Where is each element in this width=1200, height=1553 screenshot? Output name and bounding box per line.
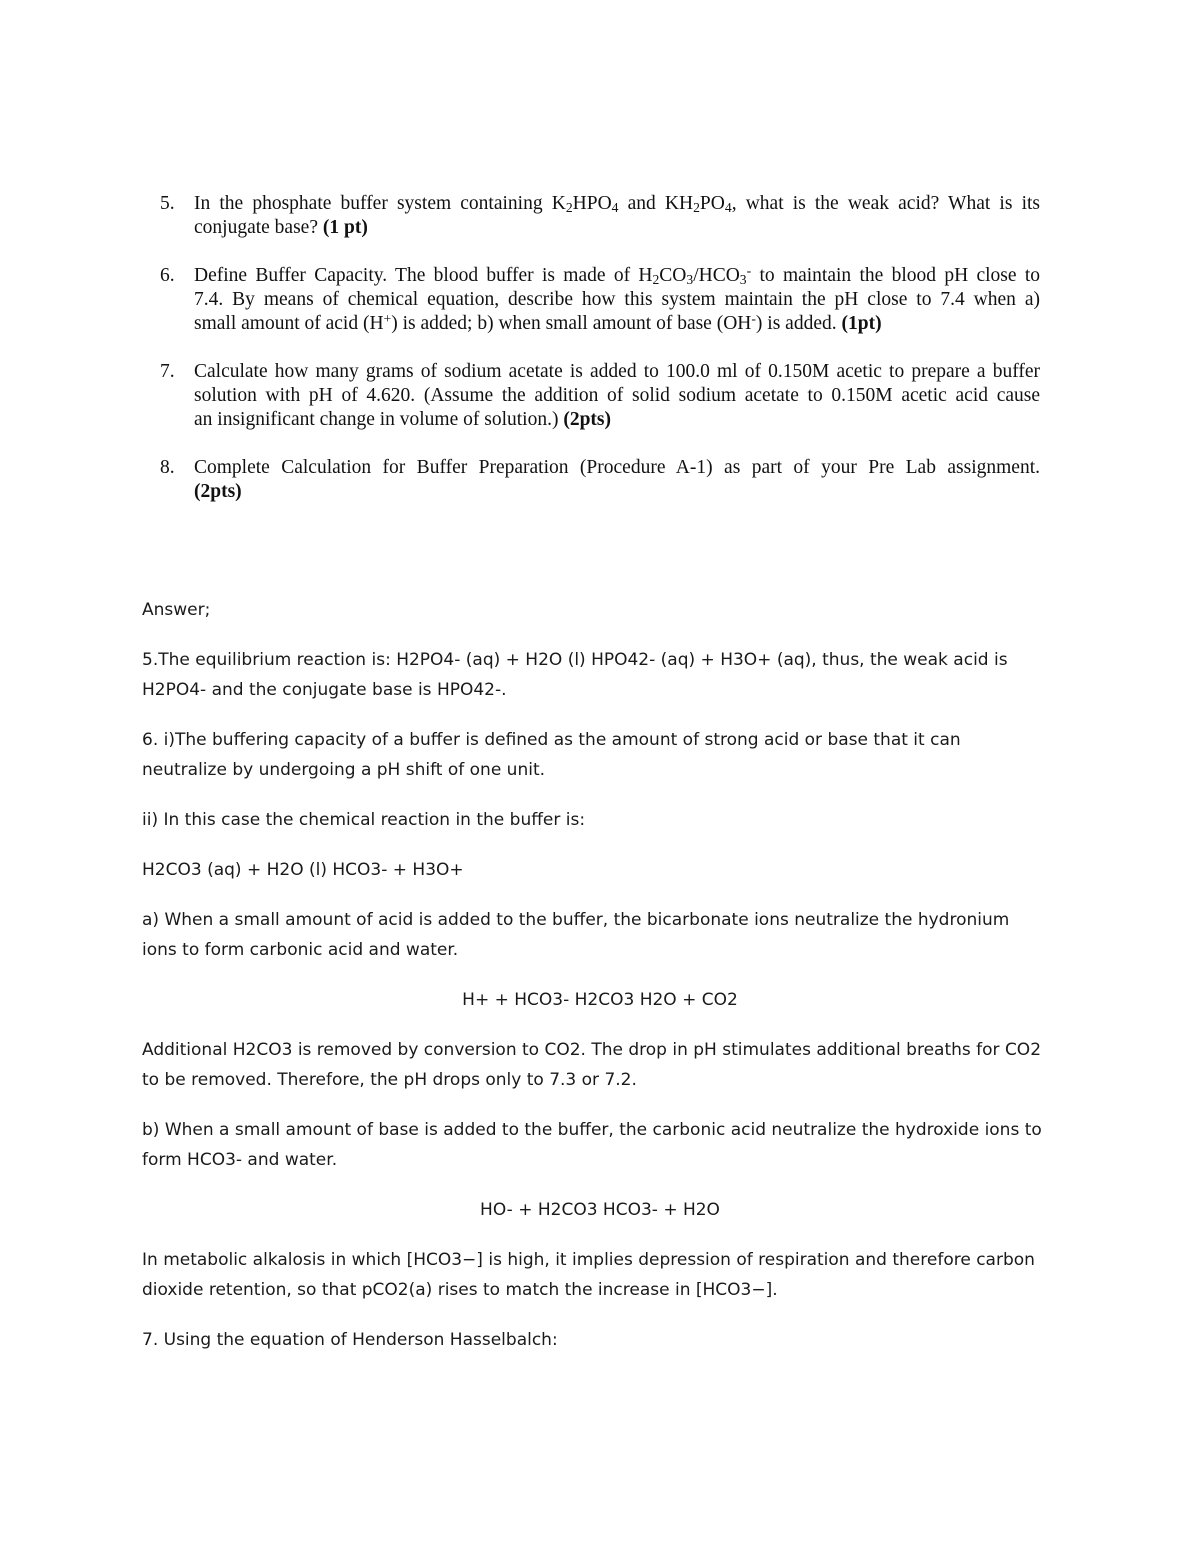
alkalosis-line-1: In metabolic alkalosis in which [HCO3−] is high, it implies depression of respiration and therefore carbon [142, 1250, 1035, 1270]
answer-6a-line-2: ions to form carbonic acid and water. [142, 940, 459, 960]
answer-6a-note-line-2: to be removed. Therefore, the pH drops only to 7.3 or 7.2. [142, 1070, 637, 1090]
question-list [160, 192, 1040, 528]
question-5 [160, 192, 1040, 240]
points-label: (2pts) [194, 481, 242, 502]
question-text [194, 264, 1040, 336]
question-text [194, 360, 1040, 432]
acid-neutralization-equation: H+ + HCO3- H2CO3 H2O + CO2 [462, 990, 738, 1010]
base-neutralization-equation: HO- + H2CO3 HCO3- + H2O [480, 1200, 720, 1220]
question-line [194, 480, 1040, 504]
question-line: In the phosphate buffer system containing $K_2HPO_4$ and $KH_2PO_4$, what is the weak acid? What is its [194, 193, 1040, 215]
question-6 [160, 264, 1040, 336]
points-label: (2pts) [563, 409, 612, 430]
answer-7-heading: 7. Using the equation of Henderson Hasselbalch: [142, 1330, 558, 1350]
question-line: 7.4. By means of chemical equation, describe how this system maintain the pH close to 7.4 when a) [194, 289, 1040, 310]
answer-6a-note-line-1: Additional H2CO3 is removed by conversion to CO2. The drop in pH stimulates additional breaths for CO2 [142, 1040, 1042, 1060]
question-line: Calculate how many grams of sodium acetate is added to 100.0 ml of 0.150M acetic to prepare a buffer [194, 361, 1040, 382]
answer-6-line-1: 6. i)The buffering capacity of a buffer is defined as the amount of strong acid or base that it can [142, 730, 961, 750]
question-7 [160, 360, 1040, 432]
answer-6b-line-2: form HCO3- and water. [142, 1150, 338, 1170]
question-line: Define Buffer Capacity. The blood buffer is made of $H_2CO_3/HCO_3^-$ to maintain the blood pH close to [194, 263, 1040, 287]
question-number: 5. [160, 193, 175, 214]
points-label: (1 pt) [322, 217, 368, 238]
answer-5-line-1: 5.The equilibrium reaction is: H2PO4- (aq) + H2O (l) HPO42- (aq) + H3O+ (aq), thus, the weak acid is [142, 650, 1008, 670]
question-text [194, 192, 1040, 240]
question-line: an insignificant change in volume of solution.) (2pts) [194, 409, 612, 430]
answer-6b-line-1: b) When a small amount of base is added to the buffer, the carbonic acid neutralize the hydroxide ions to [142, 1120, 1042, 1140]
answer-heading: Answer; [142, 600, 211, 620]
question-number: 8. [160, 457, 175, 478]
question-8 [160, 456, 1040, 504]
answer-6-line-2: neutralize by undergoing a pH shift of one unit. [142, 760, 546, 780]
buffer-equation: H2CO3 (aq) + H2O (l) HCO3- + H3O+ [142, 860, 464, 880]
question-line: small amount of acid (H+) is added; b) when small amount of base (OH-) is added. (1pt) [194, 311, 882, 334]
points-label: (1pt) [841, 313, 882, 334]
alkalosis-line-2: dioxide retention, so that pCO2(a) rises to match the increase in [HCO3−]. [142, 1280, 778, 1300]
answer-6-part-ii: ii) In this case the chemical reaction in the buffer is: [142, 810, 586, 830]
question-text [194, 456, 1040, 504]
answer-6a-line-1: a) When a small amount of acid is added to the buffer, the bicarbonate ions neutralize the hydronium [142, 910, 1010, 930]
answer-5-line-2: H2PO4- and the conjugate base is HPO42-. [142, 680, 507, 700]
question-line: solution with pH of 4.620. (Assume the addition of solid sodium acetate to 0.150M acetic acid cause [194, 385, 1040, 406]
question-number: 7. [160, 361, 175, 382]
question-number: 6. [160, 265, 175, 286]
question-line: conjugate base? (1 pt) [194, 217, 368, 238]
question-line: Complete Calculation for Buffer Preparation (Procedure A-1) as part of your Pre Lab assignment. [194, 457, 1040, 478]
